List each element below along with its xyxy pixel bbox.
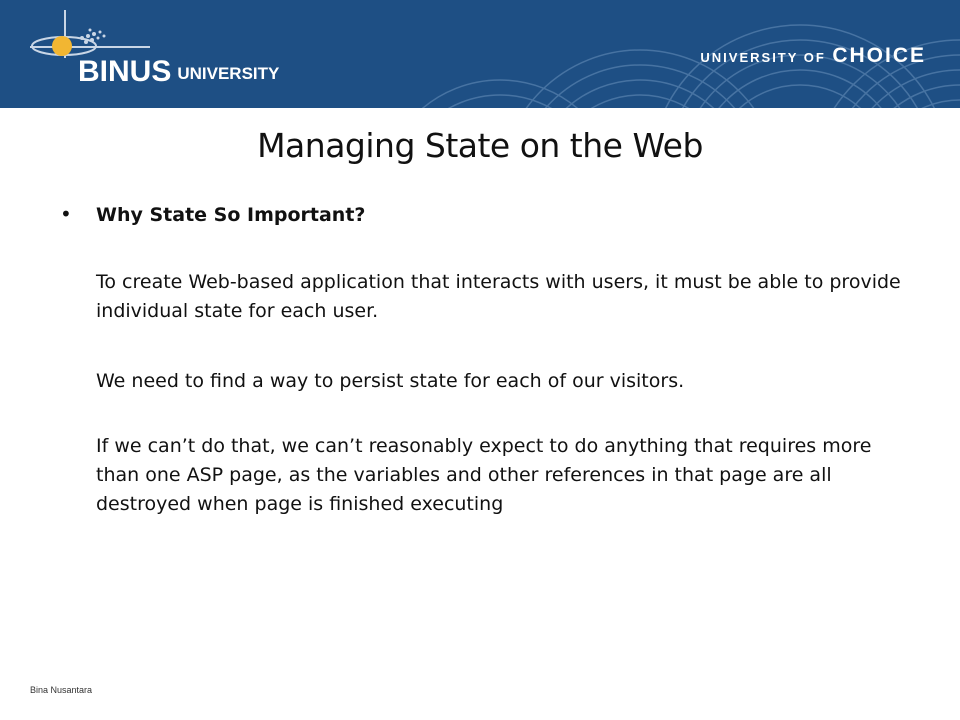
tagline-prefix: UNIVERSITY OF xyxy=(700,50,826,65)
paragraph-1: To create Web-based application that interacts with users, it must be able to provide individual state for each user. xyxy=(96,271,901,322)
slide-body xyxy=(60,200,920,538)
paragraph-2: We need to find a way to persist state for each of our visitors. xyxy=(96,370,685,392)
logo-name: BINUS xyxy=(78,55,172,88)
tagline xyxy=(700,44,926,68)
header-banner xyxy=(0,0,960,108)
bullet-heading: Why State So Important? xyxy=(96,204,366,226)
bullet-icon: • xyxy=(60,202,72,226)
tagline-choice: CHOICE xyxy=(832,44,926,67)
logo-subtitle: UNIVERSITY xyxy=(177,64,280,83)
slide-title: Managing State on the Web xyxy=(257,126,703,165)
bullet-item xyxy=(60,200,920,230)
paragraph-3: If we can’t do that, we can’t reasonably expect to do anything that requires more than one ASP page, as the variables and other references in that page are all destroyed when page is finished executing xyxy=(96,435,872,515)
footer-text: Bina Nusantara xyxy=(30,685,93,695)
logo-wordmark xyxy=(78,55,279,89)
